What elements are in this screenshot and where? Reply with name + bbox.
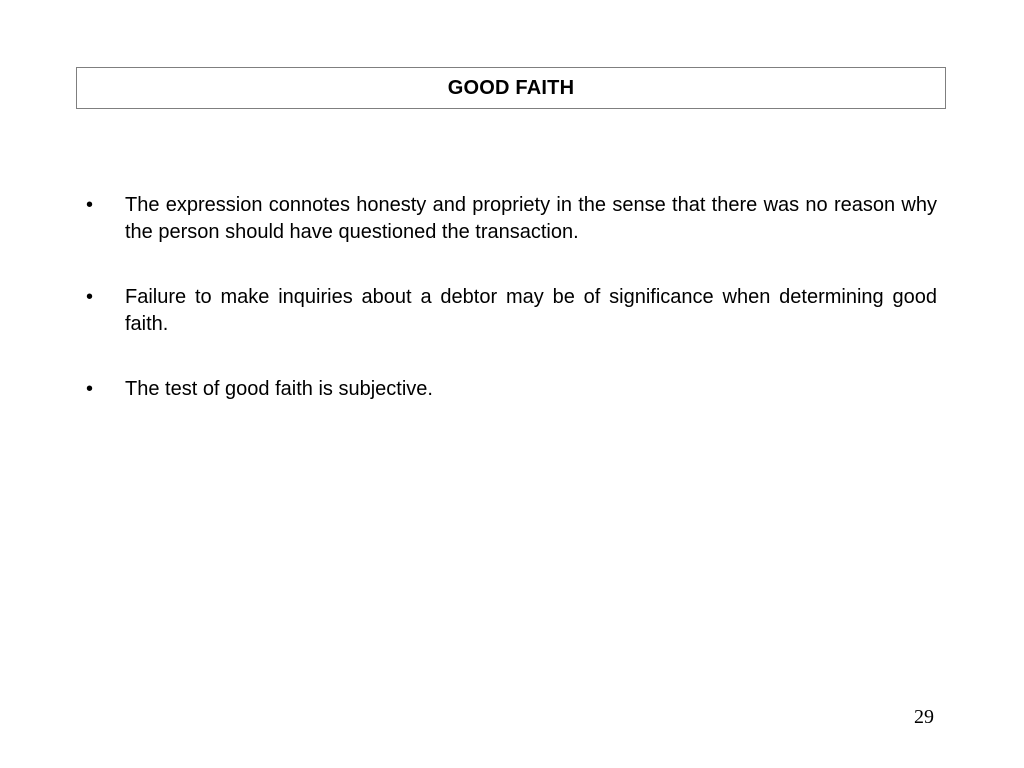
bullet-item [86, 376, 937, 403]
bullet-text: The expression connotes honesty and propriety in the sense that there was no reason why the person should have questioned the transaction. [125, 194, 937, 243]
title-box [76, 67, 946, 109]
bullet-text: Failure to make inquiries about a debtor may be of significance when determining good faith. [125, 286, 937, 335]
bullet-item [86, 284, 937, 338]
bullet-list [86, 192, 937, 441]
bullet-icon: • [86, 378, 94, 400]
bullet-text: The test of good faith is subjective. [125, 378, 433, 400]
page-number: 29 [914, 706, 934, 728]
slide-title: GOOD FAITH [447, 76, 575, 99]
bullet-icon: • [86, 286, 94, 308]
bullet-icon: • [86, 194, 94, 216]
bullet-item [86, 192, 937, 246]
